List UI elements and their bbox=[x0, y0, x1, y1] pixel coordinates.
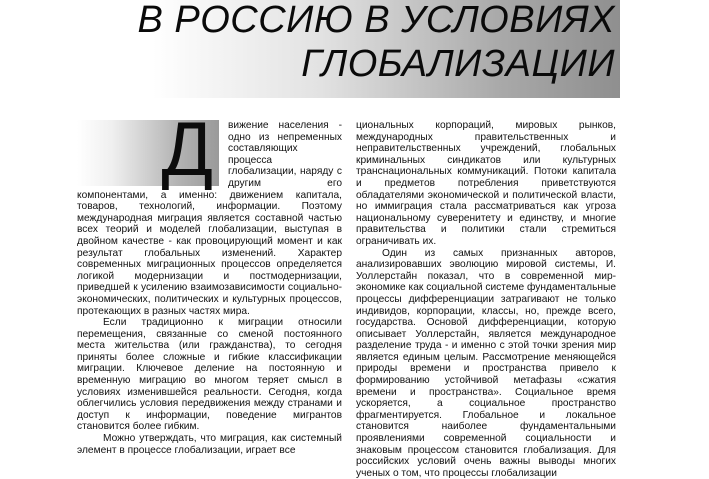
article-column-left bbox=[77, 107, 342, 456]
paragraph: вижение населения - одно из непременных составляющих процесса глобализации, наряду с другим его компонентами, а именно: движением капитала, товаров, технологий, информации. Поэтому международная миграция является составной частью всех теорий и моделей глобализации, выступая в двойном качестве - как провоцирующий момент и как результат глобальных изменений. Характер современных миграционных процессов определяется логикой модернизации и постмодернизации, приведшей к усилению взаимозависимости социально-экономических, политических и культурных процессов, протекающих в разных частях мира. bbox=[77, 120, 342, 317]
paragraph: Один из самых признанных авторов, анализировавших эволюцию мировой системы, И. Уоллерстайн показал, что в современной мир-экономике как социальной системе фундаментальные процессы дифференциации затрагивают не только индивидов, корпорации, классы, но, прежде всего, государства. Основой дифференциации, которую описывает Уоллерстайн, является международное разделение труда - и именно с этой точки зрения мир является единым целым. Рассмотрение меняющейся природы времени и пространства привело к формированию устойчивой метафазы «сжатия времени и пространства». Социальное время ускоряется, а социальное пространство фрагментируется. Глобальное и локальное становится наиболее фундаментальными проявлениями современной социальности и знаковым процессом становится глобализация. Для российских условий очень важны выводы многих ученых о том, что процессы глобализации bbox=[356, 247, 616, 479]
article-title-line-2: ГЛОБАЛИЗАЦИИ bbox=[301, 43, 615, 85]
paragraph: Можно утверждать, что миграция, как системный элемент в процессе глобализации, играет все bbox=[77, 433, 342, 456]
title-banner bbox=[76, 0, 620, 98]
drop-cap-letter: Д bbox=[161, 107, 213, 192]
paragraph: циональных корпораций, мировых рынков, международных правительственных и неправительственных учреждений, глобальных криминальных синдикатов или культурных транснациональных коммуникаций. Потоки капитала и предметов потребления приветствуются обладателями экономической и политической власти, но иммиграция стала рассматриваться как угроза национальному суверенитету и единству, и многие правительства и политики стали стремиться ограничивать их. bbox=[356, 120, 616, 247]
drop-cap-box bbox=[77, 107, 219, 192]
article-column-right bbox=[356, 120, 616, 479]
paragraph: Если традиционно к миграции относили перемещения, связанные со сменой постоянного места жительства (или гражданства), то сегодня приняты более сложные и гибкие классификации миграции. Ключевое деление на постоянную и временную миграцию во многом теряет смысл в условиях изменившейся реальности. Сегодня, когда облегчились условия передвижения между странами и доступ к информации, поведение мигрантов становится более гибким. bbox=[77, 317, 342, 433]
article-title-line-1: В РОССИЮ В УСЛОВИЯХ bbox=[137, 0, 615, 41]
